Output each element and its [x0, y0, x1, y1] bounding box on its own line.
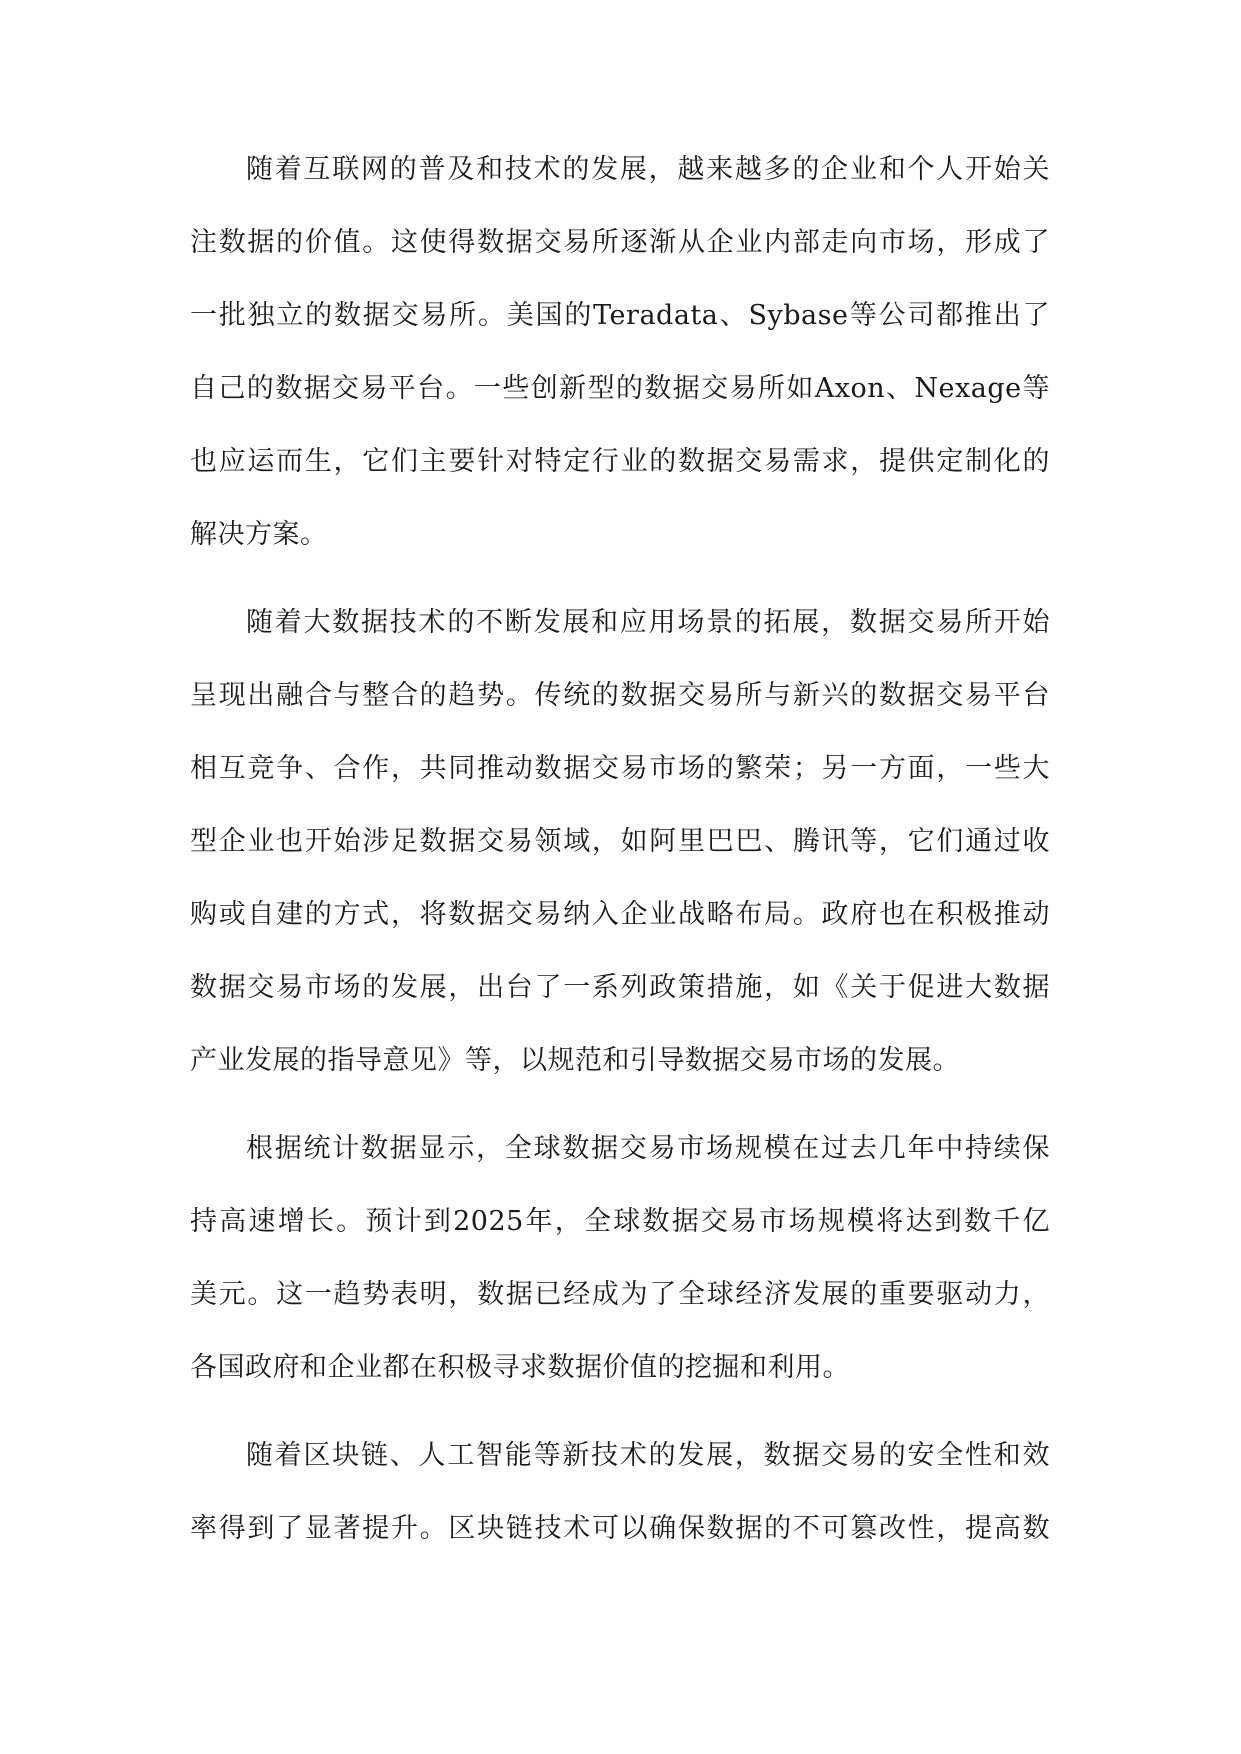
paragraph-1-line-5: 也应运而生，它们主要针对特定行业的数据交易需求，提供定制化的 — [190, 446, 1050, 477]
paragraph-3-line-2: 持高速增长。预计到2025年，全球数据交易市场规模将达到数千亿 — [190, 1206, 1050, 1237]
paragraph-2-line-1: 随着大数据技术的不断发展和应用场景的拓展，数据交易所开始 — [246, 607, 1050, 638]
paragraph-2-line-5: 购或自建的方式，将数据交易纳入企业战略布局。政府也在积极推动 — [190, 899, 1050, 930]
paragraph-3-line-3: 美元。这一趋势表明，数据已经成为了全球经济发展的重要驱动力， — [190, 1279, 1050, 1310]
paragraph-1-line-4: 自己的数据交易平台。一些创新型的数据交易所如Axon、Nexage等 — [190, 373, 1050, 404]
paragraph-2-line-4: 型企业也开始涉足数据交易领域，如阿里巴巴、腾讯等，它们通过收 — [190, 826, 1050, 857]
paragraph-2-line-6: 数据交易市场的发展，出台了一系列政策措施，如《关于促进大数据 — [190, 972, 1050, 1003]
paragraph-4-line-1: 随着区块链、人工智能等新技术的发展，数据交易的安全性和效 — [246, 1440, 1050, 1471]
paragraph-3-line-1: 根据统计数据显示，全球数据交易市场规模在过去几年中持续保 — [246, 1133, 1050, 1164]
paragraph-4-line-2: 率得到了显著提升。区块链技术可以确保数据的不可篡改性，提高数 — [190, 1513, 1050, 1544]
paragraph-2-line-3: 相互竞争、合作，共同推动数据交易市场的繁荣；另一方面，一些大 — [190, 753, 1050, 784]
paragraph-1-line-2: 注数据的价值。这使得数据交易所逐渐从企业内部走向市场，形成了 — [190, 227, 1050, 258]
paragraph-1-line-3: 一批独立的数据交易所。美国的Teradata、Sybase等公司都推出了 — [190, 300, 1050, 331]
paragraph-1-line-1: 随着互联网的普及和技术的发展，越来越多的企业和个人开始关 — [246, 154, 1050, 185]
paragraph-3-line-4: 各国政府和企业都在积极寻求数据价值的挖掘和利用。 — [190, 1352, 850, 1383]
paragraph-1-line-6: 解决方案。 — [190, 519, 328, 550]
paragraph-2-line-7: 产业发展的指导意见》等，以规范和引导数据交易市场的发展。 — [190, 1045, 960, 1076]
paragraph-2-line-2: 呈现出融合与整合的趋势。传统的数据交易所与新兴的数据交易平台 — [190, 680, 1050, 711]
